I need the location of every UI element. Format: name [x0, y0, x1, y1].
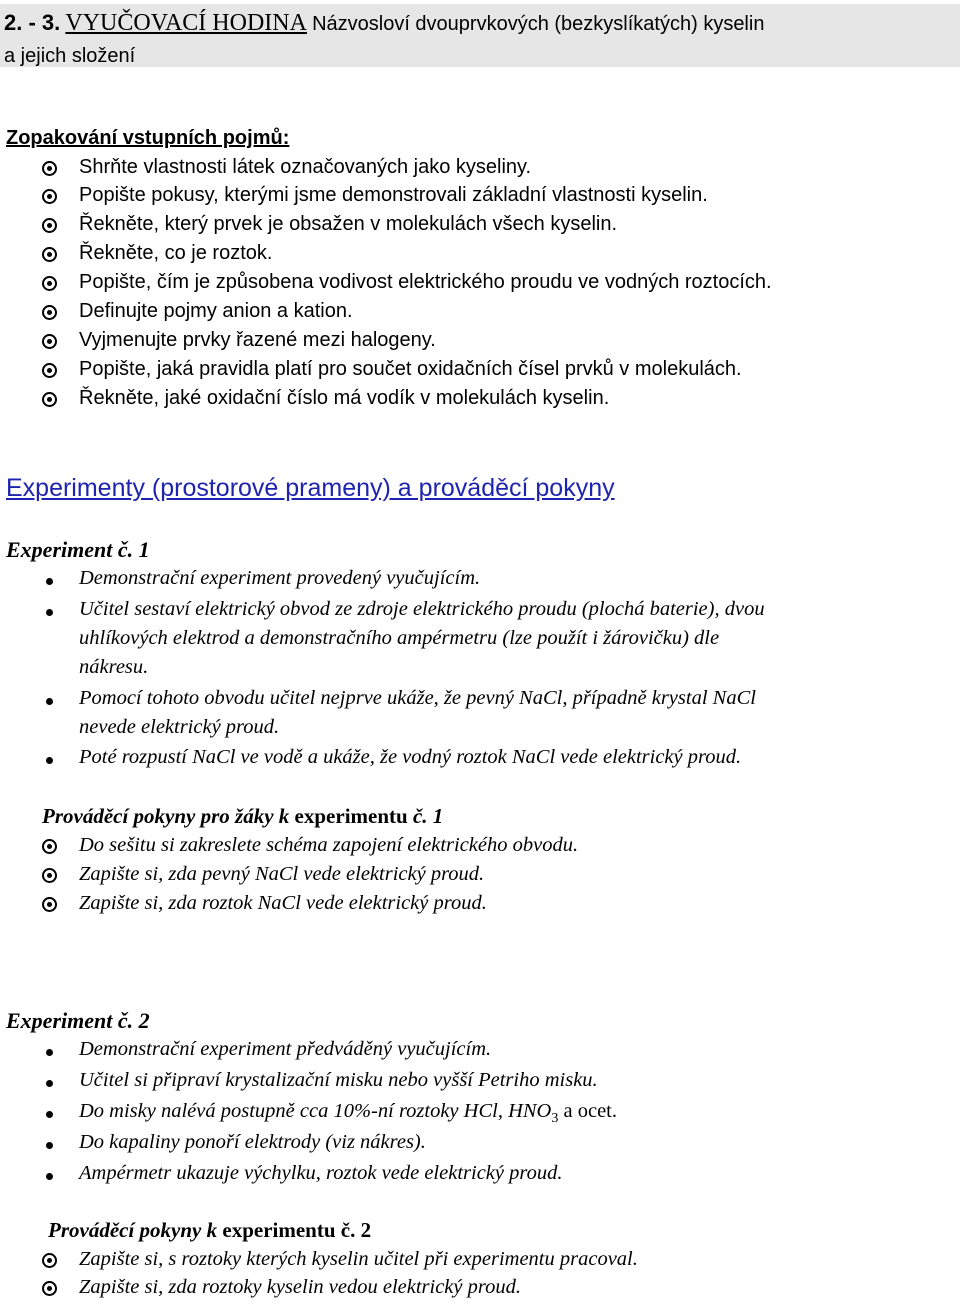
radio-bullet-icon — [42, 189, 57, 204]
radio-bullet-icon — [42, 276, 57, 291]
bullet-icon — [46, 609, 53, 616]
radio-bullet-icon — [42, 305, 57, 320]
bullet-icon — [46, 698, 53, 705]
lesson-subtitle: Názvosloví dvouprvkových (bezkyslíkatých) kyselin — [312, 13, 765, 35]
bullet-icon — [46, 1080, 53, 1087]
radio-bullet-icon — [42, 1253, 57, 1268]
experiment-2-heading: Experiment č. 2 — [6, 1008, 150, 1033]
experiment-1-heading: Experiment č. 1 — [6, 537, 150, 562]
lesson-title: VYUČOVACÍ HODINA — [65, 10, 307, 36]
bullet-icon — [46, 1142, 53, 1149]
radio-bullet-icon — [42, 392, 57, 407]
bullet-icon — [46, 1049, 53, 1056]
lesson-subtitle-continued: a jejich složení — [4, 45, 136, 67]
bullet-icon — [46, 578, 53, 585]
header-band — [0, 4, 960, 67]
radio-bullet-icon — [42, 897, 57, 912]
bullet-icon — [46, 1173, 53, 1180]
lesson-title-line — [4, 10, 764, 37]
radio-bullet-icon — [42, 868, 57, 883]
lesson-number: 2. - 3. — [4, 10, 61, 35]
radio-bullet-icon — [42, 1281, 57, 1296]
radio-bullet-icon — [42, 839, 57, 854]
radio-bullet-icon — [42, 334, 57, 349]
list-item-continuation: uhlíkových elektrod a demonstračního ampérmetru (lze použít i žárovičku) dle — [79, 627, 720, 649]
radio-bullet-icon — [42, 363, 57, 378]
radio-bullet-icon — [42, 218, 57, 233]
experiment-1-instructions-heading: Prováděcí pokyny pro žáky k experimentu č. 1 — [42, 804, 444, 828]
experiments-link[interactable]: Experimenty (prostorové prameny) a prováděcí pokyny — [6, 474, 615, 502]
radio-bullet-icon — [42, 161, 57, 176]
list-item-continuation: nevede elektrický proud. — [79, 716, 280, 738]
review-heading: Zopakování vstupních pojmů: — [6, 127, 290, 149]
list-item-continuation: nákresu. — [79, 656, 149, 678]
bullet-icon — [46, 757, 53, 764]
radio-bullet-icon — [42, 247, 57, 262]
experiment-2-instructions-heading: Prováděcí pokyny k experimentu č. 2 — [48, 1218, 372, 1242]
bullet-icon — [46, 1111, 53, 1118]
